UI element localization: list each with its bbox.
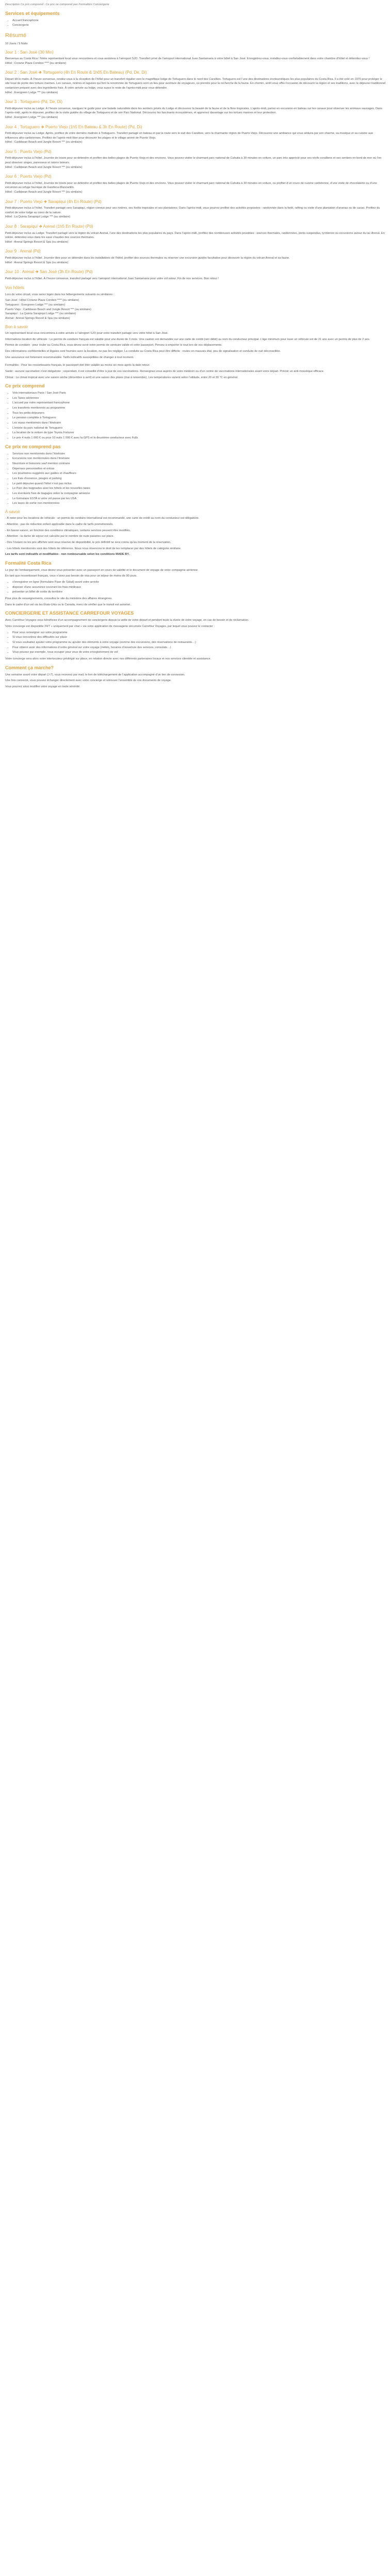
services-section bbox=[5, 10, 386, 28]
list-item: • La location de la voiture de type Toyota Fortuner bbox=[12, 431, 386, 435]
services-list bbox=[12, 19, 386, 28]
list-item: • Les taxes de sortie non mentionnées bbox=[12, 501, 386, 506]
bon-a-savoir-title: Bon à savoir bbox=[5, 324, 28, 329]
formalite-title: Formalité Costa Rica bbox=[5, 560, 52, 566]
day-block bbox=[5, 174, 386, 194]
day-title: Jour 8 : Sarapiquí 🡺 Arenal (1h5 En Route) (Pd) bbox=[5, 224, 93, 229]
day-text: Petit-déjeuner inclus au Lodge. Transfert partagé vers la région du volcan Arenal, l’une des destinations les plus populaires du pays. Dans l’après-midi, profitez des nombreuses activités possibles : sources thermales, randonnées, ponts suspendus, tyrolienne ou excursions autour du lac Arenal. En soirée, détendez-vous dans les eaux chaudes des sources thermales. bbox=[5, 231, 385, 240]
day-text: Bienvenue au Costa Rica ! Notre représentant local vous rencontrera et vous assistera à l’aéroport SJO. Transfert privé de l’aéroport international Juan Santamaria à votre hôtel à San José. Enregistrez-vous, installez-vous confortablement dans votre chambre d’hôtel et détendez-vous ! bbox=[5, 57, 370, 60]
hotel-item: San José : Hôtel Crowne Plaza Corobici **** (ou similaire) bbox=[5, 299, 79, 302]
paragraph: Vous pourrez ainsi modifier votre voyage en toute sérénité. bbox=[5, 685, 80, 688]
paragraph: Informations location de véhicule : Le permis de conduire français est valable pour une durée de 3 mois. Une caution est demandée sur une carte de crédit (non débit) au nom du conducteur principal. L’âge minimum pour louer un véhicule est de 21 ans avec un permis de plus de 2 ans. bbox=[5, 337, 370, 341]
paragraph: - À noter pour les locations de véhicule : un permis de conduire international est recommandé, une carte de crédit au nom du conducteur est obligatoire. bbox=[5, 517, 200, 520]
list-item: • Conciergerie bbox=[12, 23, 386, 28]
day-title: Jour 6 : Puerto Viejo (Pd) bbox=[5, 174, 52, 179]
day-hotel: Hôtel : Caribbean Beach and Jungle Resort *** (ou similaire) bbox=[5, 191, 83, 194]
commander-section bbox=[5, 665, 386, 689]
list-item: • présenter un billet de sortie du territoire bbox=[12, 590, 386, 595]
paragraph: - Attention : pas de réduction enfant applicable dans le cadre de tarifs promotionnels. bbox=[5, 522, 113, 526]
paragraph: Avec Carrefour Voyages vous bénéficiez d’un accompagnement de conciergerie depuis la veille de votre départ et pendant toute la durée de votre voyage, en cas de besoin et de réclamation. bbox=[5, 619, 249, 622]
day-hotel: Hôtel : Crowne Plaza Corobici **** (ou similaire) bbox=[5, 61, 67, 65]
hotels-list bbox=[5, 298, 386, 320]
day-text: Petit-déjeuner inclus à l’hôtel. Journée de loisirs pour se détendre et profiter des belles plages de Puerto Viejo et des environs. Vous pouvez visiter le charmant parc national de Cahuita à 30 minutes en voiture, ou profiter d’un cours de cuisine caribéenne, d’une visite de chocolaterie ou d’une excursion au refuge faunique de Gandoca-Manzanillo. bbox=[5, 181, 377, 190]
conciergerie-section bbox=[5, 610, 386, 661]
prix-comprend-list bbox=[12, 391, 386, 440]
intro-text: Description Ce prix comprend : Ce prix ne comprend pas Formalités Conciergerie bbox=[5, 3, 109, 6]
day-text: Petit-déjeuner inclus à l’hôtel. Journée de loisirs pour se détendre et profiter des belles plages de Puerto Viejo et des environs. Vous pouvez visiter le charmant parc national de Cahuita à 30 minutes en voiture, un parc très apprécié pour ses récifs coralliens et ses sentiers en bord de mer où l’on peut observer singes, paresseux et ratons laveurs. bbox=[5, 157, 382, 165]
day-block bbox=[5, 70, 386, 95]
day-title: Jour 2 : San José 🡺 Tortuguero (4h En Route & 1h05 En Bateau) (Pd, De, Di) bbox=[5, 70, 147, 75]
resume-duration: 10 Jours / 9 Nuits bbox=[5, 42, 28, 45]
list-item: • Services non mentionnés dans l’itinéraire bbox=[12, 452, 386, 456]
list-item: • Les Taxes aériennes bbox=[12, 396, 386, 401]
paragraph: Des informations confidentielles et légales sont fournies avec la location, ne pas les négliger. La conduite au Costa Rica peut être difficile : routes en mauvais état, peu de signalisation et conduite de nuit déconseillée. bbox=[5, 349, 281, 353]
formalites-text: Santé : aucune vaccination n’est obligatoire ; cependant, il est conseillé d’être à jour de vos vaccinations. Renseignez-vous auprès de votre médecin ou d’un centre de vaccinations internationales avant votre départ. Prévoir un anti-moustique efficace. bbox=[5, 369, 324, 373]
day-title: Jour 5 : Puerto Viejo (Pd) bbox=[5, 149, 52, 155]
list-item: • Tous les petits-déjeuners bbox=[12, 411, 386, 416]
paragraph: Permis de conduire : pour rouler au Costa Rica, vous devez avoir votre permis de conduire valide et votre passeport. Pensez à emporter le tout lors de vos déplacements. bbox=[5, 344, 222, 347]
day-text: Départ tôt le matin. À l’heure convenue, rendez-vous à la réception de l’hôtel pour un transfert régulier vers le magnifique lodge de Tortuguero dans le nord des Caraïbes. Tortuguero est l’une des destinations écotouristiques les plus populaires du Costa Rica. Il a été créé en 1970 pour protéger le site local de ponte des tortues marines. Les canaux, rivières et lagunes qui font la renommée de Tortuguero sont un lieu pour aventure de voyageurs, où prendre pour la recherche de la faune. En chemin, arrêt vous offre l’occasion de découvrir la région et ses traditions, avec le déjeuner traditionnel costaricien préparé avec des ingrédients frais. À votre arrivée au lodge, vous aurez le reste de l’après-midi pour vous détendre. bbox=[5, 77, 386, 90]
list-item: • Pour obtenir avoir des informations d’ordre général sur votre voyage (météo, horaires d’ouverture des services, consulats…) bbox=[12, 646, 386, 650]
day-block bbox=[5, 199, 386, 219]
day-title: Jour 3 : Tortuguero (Pd, De, Di) bbox=[5, 99, 63, 105]
list-item: • Pour vous renseigner sur votre programme bbox=[12, 631, 386, 635]
hotel-item: Tortuguero : Evergreen Lodge *** (ou similaire) bbox=[5, 303, 65, 307]
paragraph: Votre concierge est disponible 24/7 « uniquement par chat » via votre application de messagerie sécurisée Carrefour Voyages, par lequel vous pouvez le contacter : bbox=[5, 624, 215, 628]
list-item: • Si vous souhaitez ajouter votre programme ou ajouter des éléments à votre voyage (comme des excursions, des réservations de restaurants…) bbox=[12, 640, 386, 645]
commander-title: Comment ça marche? bbox=[5, 665, 54, 670]
hotels-section bbox=[5, 285, 386, 320]
list-item: • Le prix 4 nuits 1 000 € ou pour 10 nuits 1 000 € avec la GPS et le deuxième conducteur avec Fulls bbox=[12, 436, 386, 440]
list-item: • Le formulaire ESTA si votre vol passe par les USA bbox=[12, 497, 386, 501]
list-item: • s’enregistrer en ligne (formulaire Pase de Salud) avant votre arrivée bbox=[12, 580, 386, 585]
paragraph: - Attention : la durée de séjour est calculée par le nombre de nuits passées sur place. bbox=[5, 535, 115, 538]
paragraph: Votre concierge sera alors votre interlocuteur privilégié sur place, en relation directe avec nos différents partenaires locaux et nos services clientèle et assistance. bbox=[5, 657, 211, 660]
hotel-item: Sarapiquí : La Quinta Sarapiquí Lodge *** (ou similaire) bbox=[5, 312, 76, 316]
list-item: • Les éventuels frais de bagages selon la compagnie aérienne bbox=[12, 492, 386, 496]
day-block bbox=[5, 149, 386, 170]
resume-title: Résumé bbox=[5, 32, 26, 39]
prix-comprend-section bbox=[5, 383, 386, 440]
list-item: • L’accueil par notre représentant francophone bbox=[12, 401, 386, 405]
services-title: Services et équipements bbox=[5, 10, 60, 16]
list-item: • Les frais d’essence, péages et parking bbox=[12, 477, 386, 481]
day-text: Petit-déjeuner inclus à l’hôtel. Journée libre pour se détendre dans les installations de l’hôtel, profiter des sources thermales ou réserver une excursion guidée facultative pour découvrir la région du volcan Arenal et sa faune. bbox=[5, 256, 290, 260]
prix-ne-comprend-list bbox=[12, 452, 386, 506]
list-item: • Le pension complète à Tortuguero bbox=[12, 416, 386, 420]
list-item: • Accueil francophone bbox=[12, 19, 386, 23]
paragraph: Un représentant local vous rencontrera à votre arrivée à l’aéroport SJO pour votre transfert partagé vers votre hôtel à San José. bbox=[5, 331, 169, 335]
hotel-item: Puerto Viejo : Caribbean Beach and Jungle Resort *** (ou similaire) bbox=[5, 308, 91, 311]
list-item: • Si vous rencontrez des difficultés sur place bbox=[12, 635, 386, 640]
day-hotel: Hôtel : Caribbean Beach and Jungle Resort *** (ou similaire) bbox=[5, 165, 83, 169]
day-title: Jour 7 : Puerto Viejo 🡺 Sarapiquí (4h En Route) (Pd) bbox=[5, 199, 102, 204]
day-title: Jour 10 : Arenal 🡺 San José (3h En Route) (Pd) bbox=[5, 269, 93, 275]
day-hotel: Hôtel : Caribbean Beach and Jungle Resort *** (ou similaire) bbox=[5, 141, 83, 144]
list-item: • Les transferts mentionnés au programme bbox=[12, 406, 386, 411]
paragraph: Une assurance est fortement recommandée. Tarifs indicatifs susceptibles de changer à tout moment. bbox=[5, 355, 134, 359]
formalites-intro: Formalités - Pour les ressortissants français, le passeport doit être valable au moins six mois après la date retour. bbox=[5, 364, 150, 367]
day-hotel: Hôtel : Evergreen Lodge *** (ou similaire) bbox=[5, 116, 58, 120]
itinerary bbox=[5, 49, 386, 281]
day-block bbox=[5, 49, 386, 66]
list-item: • Dépenses personnelles et extras bbox=[12, 467, 386, 471]
day-block bbox=[5, 99, 386, 120]
hotels-title: Vos hôtels bbox=[5, 285, 24, 291]
list-item: • Le Parc des baignades avec les hôtels et les nouvelles taxes bbox=[12, 486, 386, 491]
list-item: • Le petit déjeuner quand l’hôtel n’est pas inclus bbox=[12, 482, 386, 486]
list-item: • L’entrée du parc national de Tortuguero bbox=[12, 426, 386, 431]
list-item: • disposer d’une assurance couvrant les frais médicaux bbox=[12, 585, 386, 590]
paragraph: En tant que ressortissant français, vous n’avez pas besoin de visa pour un séjour de moins de 90 jours. bbox=[5, 574, 137, 578]
paragraph: Une semaine avant votre départ (J-7), vous recevrez par mail, le lien de téléchargement de l’application accompagné d’un lien de connexion. bbox=[5, 673, 185, 676]
a-savoir-title: À savoir bbox=[5, 509, 20, 514]
prix-ne-comprend-section bbox=[5, 444, 386, 506]
bon-a-savoir-section bbox=[5, 324, 386, 380]
list-item: • Vols internationaux Paris / San José Paris bbox=[12, 391, 386, 396]
formalite-section bbox=[5, 560, 386, 607]
climat-text: Climat : Le climat tropical avec une saison sèche (décembre à avril) et une saison des pluies (mai à novembre). Les températures varient selon l’altitude, entre 20 et 30 °C en général. bbox=[5, 376, 238, 379]
list-item: • Les pourboires suggérés aux guides et chauffeurs bbox=[12, 471, 386, 476]
a-savoir-section bbox=[5, 509, 386, 557]
day-hotel: Hôtel : La Quinta Sarapiquí Lodge *** (ou similaire) bbox=[5, 215, 71, 219]
day-text: Petit-déjeuner inclus au Lodge. Après, profitez de votre dernière matinée à Tortuguero. Transfert partagé en bateau et par la route vers le sud des Caraïbes, vers la charmante région de Puerto Viejo. Découvrez une ambiance qui vous séduira par son charme, sa musique et sa cuisine aux influences afro-caribéennes. Profitez de l’après-midi libre pour découvrir les plages et le village animé de Puerto Viejo. bbox=[5, 132, 373, 140]
paragraph: - Les hôtels mentionnés sont des hôtels de référence. Nous nous réservons le droit de les remplacer par des hôtels de catégorie similaire. bbox=[5, 547, 182, 550]
paragraph: Dans le cadre d’un vol via les États-Unis ou le Canada, merci de vérifier que le transit est autorisé. bbox=[5, 603, 131, 606]
formalite-list bbox=[12, 580, 386, 595]
list-item: • Vous pouvez par exemple, nous occuper pour vous de votre enregistrement de vol bbox=[12, 650, 386, 655]
prix-ne-comprend-title: Ce prix ne comprend pas bbox=[5, 444, 61, 449]
hotels-intro: Lors de votre circuit, vous serez logés dans les hébergements suivants ou similaires : bbox=[5, 293, 115, 296]
paragraph: - En basse saison, en fonction des conditions climatiques, certains services peuvent être modifiés. bbox=[5, 529, 131, 532]
list-item: • Les repas mentionnés dans l’itinéraire bbox=[12, 421, 386, 426]
day-block bbox=[5, 269, 386, 281]
page bbox=[5, 3, 386, 689]
day-block bbox=[5, 124, 386, 145]
day-text: Petit-déjeuner inclus à l’hôtel. À l’heure convenue, transfert partagé vers l’aéroport international Juan Santamaria pour votre vol retour. Fin de nos services. Bon retour ! bbox=[5, 277, 219, 280]
day-block bbox=[5, 224, 386, 244]
day-title: Jour 9 : Arenal (Pd) bbox=[5, 249, 41, 254]
day-title: Jour 1 : San José (30 Min) bbox=[5, 49, 54, 55]
a-savoir-note: Les tarifs sont indicatifs et modifiables - non remboursable selon les conditions MADE BY. bbox=[5, 553, 129, 556]
day-block bbox=[5, 248, 386, 265]
day-text: Petit-déjeuner inclus au Lodge. À l’heure convenue, naviguez le guide pour une balade naturaliste dans les sentiers privés du Lodge et découvrez la beauté de la faune et de la flore tropicales. L’après-midi, partez en excursion en bateau sur les canaux pour observer les animaux sauvages. Dans l’après-midi, après le déjeuner, profitez de la visite guidée du village de Tortuguero et de son Parc National. Découvrez les fascinants écosystèmes, et apprenez davantage sur les tortues marines et leur protection. bbox=[5, 107, 383, 115]
resume-section bbox=[5, 31, 386, 46]
paragraph: - Dès l’instant où les prix affichés sont sous réserve de disponibilité, le prix définitif ne sera connu qu’au moment de la réservation. bbox=[5, 540, 171, 544]
list-item: • Excursions non mentionnées dans l’itinéraire bbox=[12, 456, 386, 461]
prix-comprend-title: Ce prix comprend bbox=[5, 383, 45, 389]
day-text: Petit-déjeuner inclus à l’hôtel. Transfert partagé vers Sarapiquí, région connue pour ses rivières, ses forêts tropicales et ses plantations. Dans l’après-midi, vous pourrez profiter des activités proposées : randonnée dans la forêt, rafting ou visite d’une plantation d’ananas ou de cacao. Profitez du confort de votre lodge au cœur de la nature. bbox=[5, 207, 380, 214]
paragraph: Pour plus de renseignements, consultez le site du ministère des affaires étrangères. bbox=[5, 597, 112, 601]
paragraph: Une fois connecté, vous pouvez échanger directement avec votre concierge et retrouver l’ensemble de vos documents de voyage. bbox=[5, 679, 172, 683]
day-hotel: Hôtel : Evergreen Lodge *** (ou similaire) bbox=[5, 91, 58, 94]
paragraph: Le jour de l’embarquement, vous devez vous présenter avec un passeport en cours de validité et le document de voyage de votre compagnie aérienne. bbox=[5, 568, 199, 572]
list-item: • Nourriture et boissons sauf mention contraire bbox=[12, 462, 386, 466]
conciergerie-title: CONCIERGERIE ET ASSISTANCE CARREFOUR VOYAGES bbox=[5, 611, 134, 616]
conciergerie-list bbox=[12, 631, 386, 655]
day-title: Jour 4 : Tortuguero 🡺 Puerto Viejo (1h5 En Bateau & 3h En Route) (Pd, Di) bbox=[5, 124, 142, 129]
day-hotel: Hôtel : Arenal Springs Resort & Spa (ou similaire) bbox=[5, 261, 69, 264]
day-hotel: Hôtel : Arenal Springs Resort & Spa (ou similaire) bbox=[5, 240, 69, 244]
hotel-item: Arenal : Arenal Springs Resort & Spa (ou similaire) bbox=[5, 316, 70, 320]
